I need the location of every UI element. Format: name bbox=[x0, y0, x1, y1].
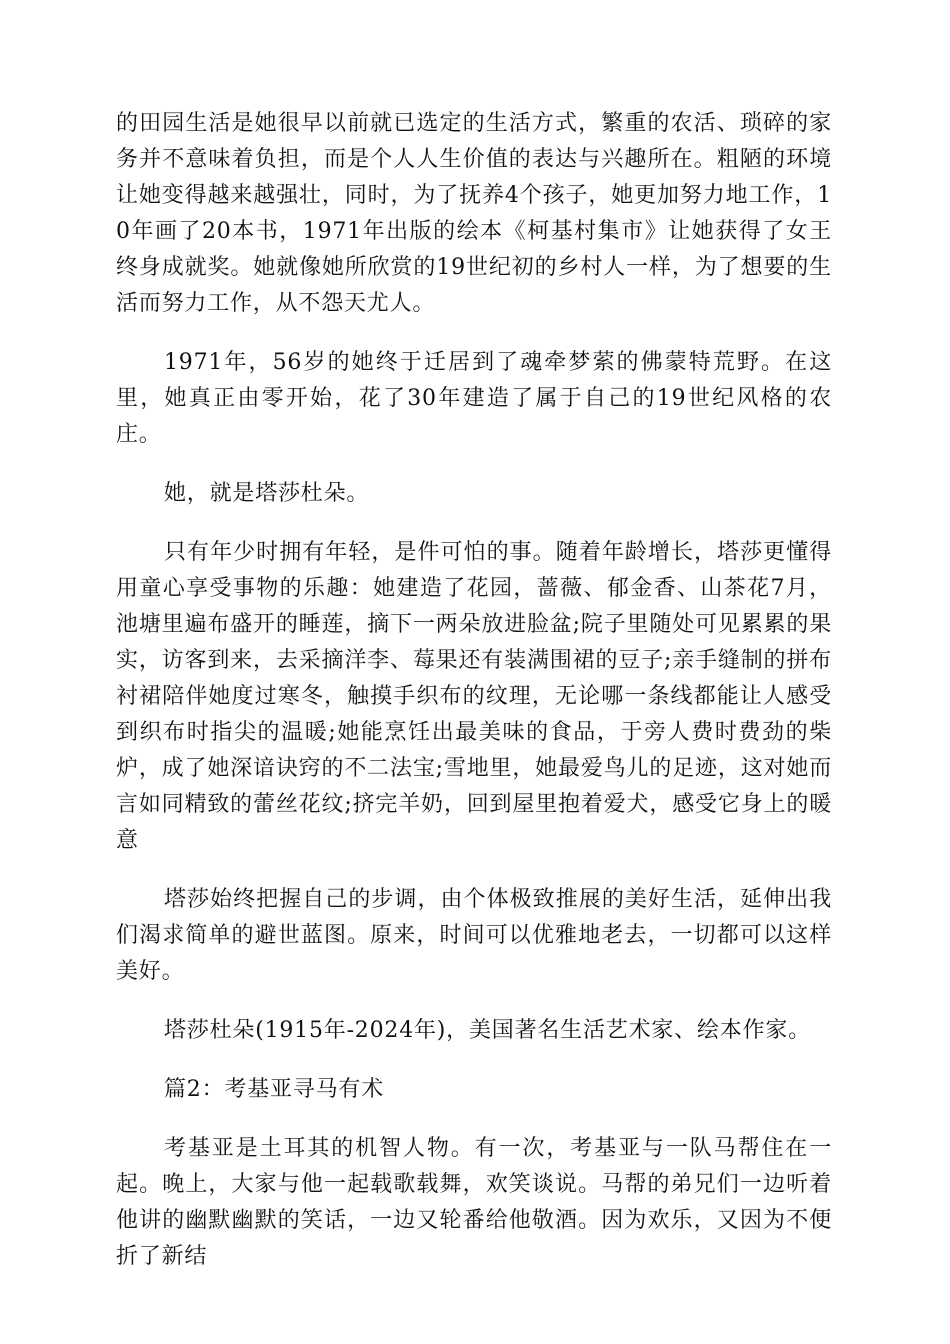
paragraph-pace: 塔莎始终把握自己的步调，由个体极致推展的美好生活，延伸出我们渴求简单的避世蓝图。原来，时间可以优雅地老去，一切都可以这样美好。 bbox=[116, 887, 832, 984]
paragraph-identity: 她，就是塔莎杜朵。 bbox=[164, 481, 370, 506]
paragraph-continuation: 的田园生活是她很早以前就已选定的生活方式，繁重的农活、琐碎的家务并不意味着负担，而是个人人生价值的表达与兴趣所在。粗陋的环境让她变得越来越强壮，同时，为了抚养4个孩子，她更加努力地工作，10年画了20本书，1971年出版的绘本《柯基村集市》让她获得了女王终身成就奖。她就像她所欣赏的19世纪初的乡村人一样，为了想要的生活而努力工作，从不怨天尤人。 bbox=[116, 111, 832, 316]
paragraph-story-start: 考基亚是土耳其的机智人物。有一次，考基亚与一队马帮住在一起。晚上，大家与他一起载歌载舞，欢笑谈说。马帮的弟兄们一边听着他讲的幽默幽默的笑话，一边又轮番给他敬酒。因为欢乐，又因为不便折了新结 bbox=[116, 1136, 832, 1269]
paragraph-relocation: 1971年，56岁的她终于迁居到了魂牵梦萦的佛蒙特荒野。在这里，她真正由零开始，花了30年建造了属于自己的19世纪风格的农庄。 bbox=[116, 350, 832, 447]
document-body bbox=[116, 106, 832, 1298]
paragraph-bio: 塔莎杜朵(1915年-2024年)，美国著名生活艺术家、绘本作家。 bbox=[164, 1018, 811, 1043]
section-heading: 篇2：考基亚寻马有术 bbox=[164, 1077, 384, 1102]
paragraph-joys: 只有年少时拥有年轻，是件可怕的事。随着年龄增长，塔莎更懂得用童心享受事物的乐趣：她建造了花园，蔷薇、郁金香、山茶花7月，池塘里遍布盛开的睡莲，摘下一两朵放进脸盆;院子里随处可见累累的果实，访客到来，去采摘洋李、莓果还有装满围裙的豆子;亲手缝制的拼布衬裙陪伴她度过寒冬，触摸手织布的纹理，无论哪一条线都能让人感受到织布时指尖的温暖;她能烹饪出最美味的食品，于旁人费时费劲的柴炉，成了她深谙诀窍的不二法宝;雪地里，她最爱鸟儿的足迹，这对她而言如同精致的蕾丝花纹;挤完羊奶，回到屋里抱着爱犬，感受它身上的暖意 bbox=[116, 540, 832, 853]
